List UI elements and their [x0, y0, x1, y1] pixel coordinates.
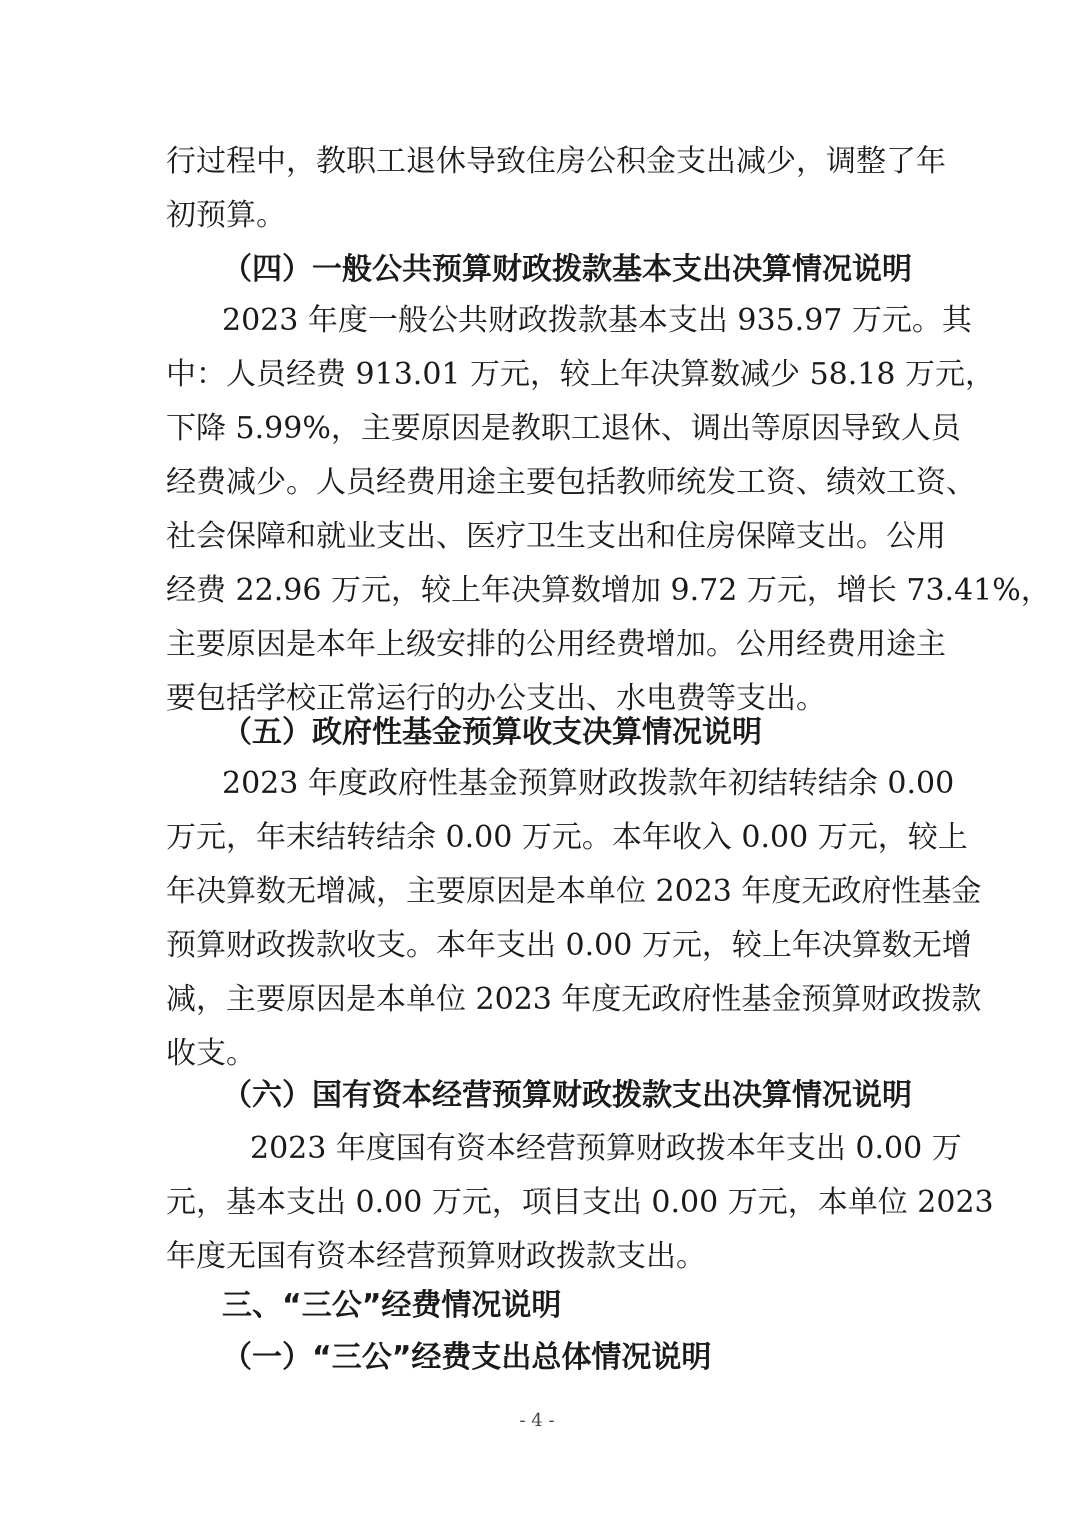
text-line: 2023 年度政府性基金预算财政拨款年初结转结余 0.00 — [222, 766, 955, 801]
text-line: 2023 年度国有资本经营预算财政拨本年支出 0.00 万 — [250, 1131, 962, 1166]
heading-section-4: （四）一般公共预算财政拨款基本支出决算情况说明 — [222, 252, 912, 287]
text-line: 社会保障和就业支出、医疗卫生支出和住房保障支出。公用 — [166, 519, 946, 554]
heading-section-6: （六）国有资本经营预算财政拨款支出决算情况说明 — [222, 1078, 912, 1113]
heading-section-5: （五）政府性基金预算收支决算情况说明 — [222, 715, 762, 750]
text-line: 2023 年度一般公共财政拨款基本支出 935.97 万元。其 — [222, 303, 972, 338]
text-line: 下降 5.99%，主要原因是教职工退休、调出等原因导致人员 — [166, 411, 961, 446]
text-line: 减，主要原因是本单位 2023 年度无政府性基金预算财政拨款 — [166, 982, 982, 1017]
text-line: 年度无国有资本经营预算财政拨款支出。 — [166, 1239, 706, 1274]
paragraph-state-capital — [166, 1122, 994, 1284]
text-line: 要包括学校正常运行的办公支出、水电费等支出。 — [166, 681, 826, 716]
text-line: 经费减少。人员经费用途主要包括教师统发工资、绩效工资、 — [166, 465, 976, 500]
paragraph-continuation — [166, 135, 946, 243]
text-line: 预算财政拨款收支。本年支出 0.00 万元，较上年决算数无增 — [166, 928, 972, 963]
text-line: 经费 22.96 万元，较上年决算数增加 9.72 万元，增长 73.41%， — [166, 573, 1051, 608]
text-line: 中：人员经费 913.01 万元，较上年决算数减少 58.18 万元， — [166, 357, 995, 392]
text-line: 万元，年末结转结余 0.00 万元。本年收入 0.00 万元，较上 — [166, 820, 968, 855]
text-line: 行过程中，教职工退休导致住房公积金支出减少，调整了年 — [166, 144, 946, 179]
text-line: 年决算数无增减，主要原因是本单位 2023 年度无政府性基金 — [166, 874, 982, 909]
text-line: 主要原因是本年上级安排的公用经费增加。公用经费用途主 — [166, 627, 946, 662]
section-3-title: 三、“三公”经费情况说明 — [222, 1288, 562, 1323]
heading-section-3-1: （一）“三公”经费支出总体情况说明 — [222, 1340, 712, 1375]
text-line: 元，基本支出 0.00 万元，项目支出 0.00 万元，本单位 2023 — [166, 1185, 994, 1220]
paragraph-basic-expenditure — [166, 294, 1051, 726]
text-line: 收支。 — [166, 1036, 256, 1071]
text-line: 初预算。 — [166, 198, 286, 233]
paragraph-government-fund — [166, 757, 982, 1081]
page-number: - 4 - — [519, 1410, 555, 1431]
